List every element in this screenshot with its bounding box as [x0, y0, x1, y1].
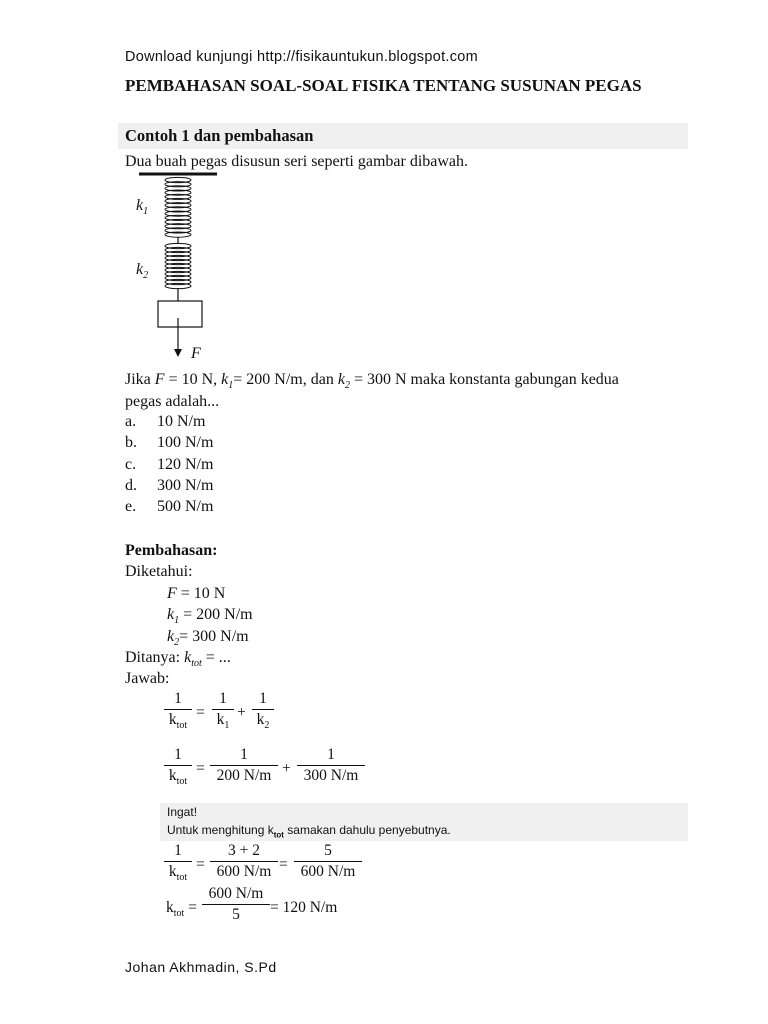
note-line-2: Untuk menghitung $k_{tot}$ samakan dahulu penyebutnya.: [167, 823, 451, 840]
answer-label: Jawab:: [125, 670, 170, 687]
known-label: Diketahui:: [125, 563, 193, 580]
option-d: d. 300 N/m: [125, 477, 214, 494]
question-line-1: Jika F = 10 N, $k_1= 200$ N/m, dan $k_2 = 300$ N maka konstanta gabungan kedua: [125, 371, 619, 392]
footer-author: Johan Akhmadin, S.Pd: [125, 959, 277, 975]
eq3-lhs-fraction: 1 $k_{tot}$: [164, 842, 192, 883]
label-k1: $k_1$: [136, 197, 149, 218]
asked-line: Ditanya: $k_{tot}$ = ...: [125, 649, 231, 670]
eq4-result: = 120 N/m: [270, 899, 338, 916]
option-c: c. 120 N/m: [125, 456, 214, 473]
eq2-lhs-fraction: 1 $k_{tot}$: [164, 746, 192, 787]
eq2-equals: =: [196, 760, 205, 777]
option-a: a. 10 N/m: [125, 413, 206, 430]
label-k2: $k_2$: [136, 261, 149, 282]
eq4-lhs: $k_{tot}$ =: [166, 899, 197, 920]
eq1-fraction-k2: 1 $k_2$: [252, 690, 274, 731]
intro-text: Dua buah pegas disusun seri seperti gambar dibawah.: [125, 153, 469, 170]
mass-block: [158, 301, 202, 327]
spring-k2: [165, 243, 191, 288]
eq1-plus: +: [237, 704, 246, 721]
eq1-fraction-k1: 1 $k_1$: [212, 690, 234, 731]
section-heading: Contoh 1 dan pembahasan: [125, 126, 314, 145]
eq3-equals: =: [196, 856, 205, 873]
eq2-fraction-300: 1 300 N/m: [297, 746, 365, 785]
solution-heading: Pembahasan:: [125, 542, 218, 559]
known-force: F = 10 N: [167, 585, 226, 602]
eq4-fraction: 600 N/m 5: [202, 885, 270, 924]
option-b: b. 100 N/m: [125, 434, 214, 451]
eq3-fraction-result: 5 600 N/m: [294, 842, 362, 881]
eq3-equals-2: =: [279, 856, 288, 873]
known-k2: $k_2= 300$ N/m: [167, 628, 249, 649]
spring-k1: [165, 177, 191, 237]
note-line-1: Ingat!: [167, 805, 198, 819]
known-k1: $k_1 = 200$ N/m: [167, 606, 253, 627]
eq2-plus: +: [282, 760, 291, 777]
label-force: F: [191, 345, 201, 362]
question-line-2: pegas adalah...: [125, 393, 220, 410]
download-header: Download kunjungi http://fisikauntukun.blogspot.com: [125, 49, 479, 65]
page-title: PEMBAHASAN SOAL-SOAL FISIKA TENTANG SUSUNAN PEGAS: [125, 76, 642, 95]
eq1-equals: =: [196, 704, 205, 721]
option-e: e. 500 N/m: [125, 498, 214, 515]
eq2-fraction-200: 1 200 N/m: [210, 746, 278, 785]
eq3-fraction-sum: 3 + 2 600 N/m: [210, 842, 278, 881]
eq1-lhs-fraction: 1 $k_{tot}$: [164, 690, 192, 731]
force-arrow-head: [174, 349, 182, 357]
